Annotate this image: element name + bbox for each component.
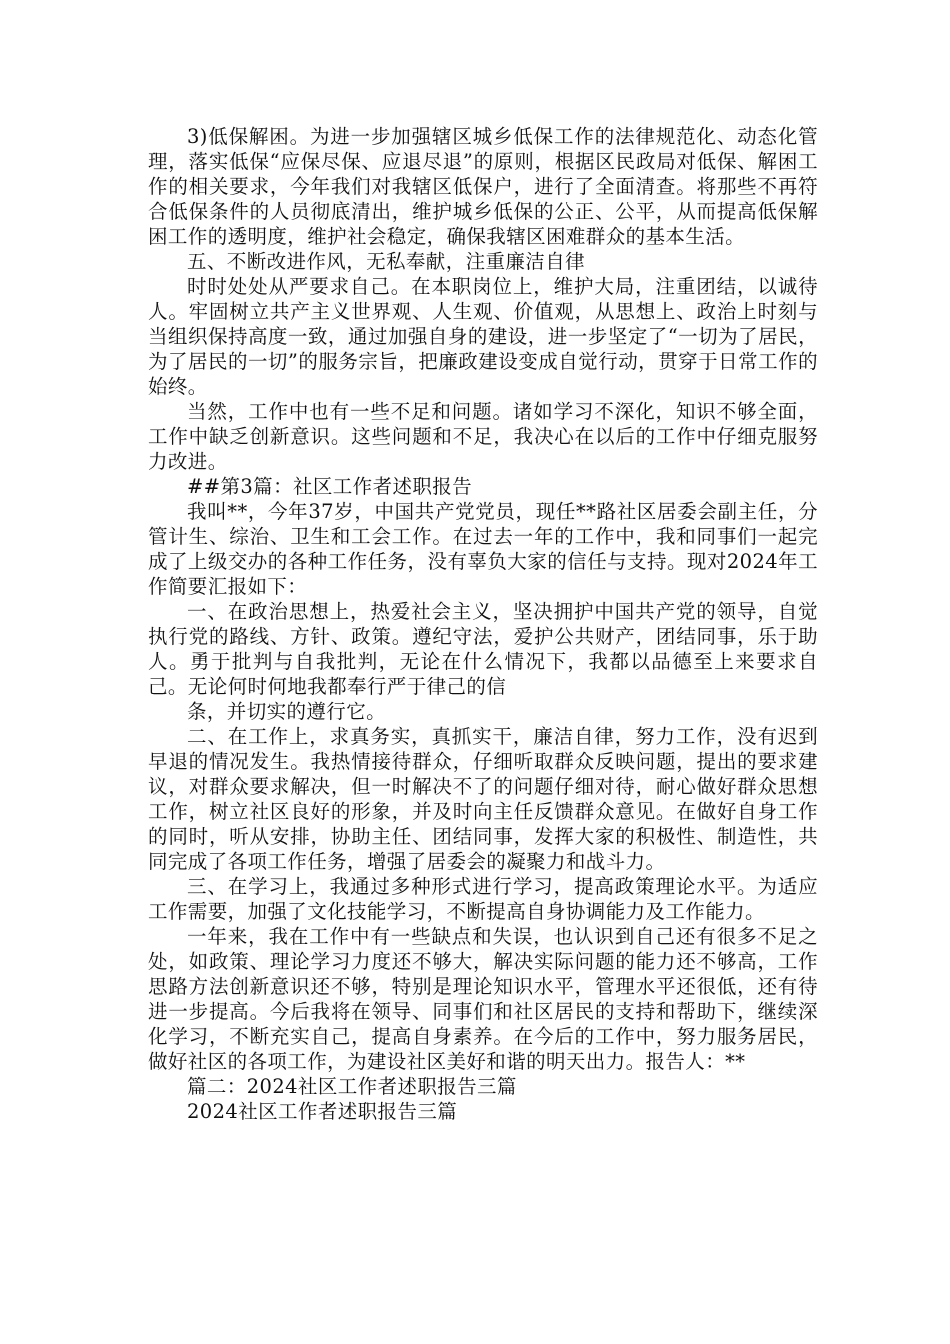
- article-heading-part-2: 篇二：2024社区工作者述职报告三篇: [187, 1075, 517, 1098]
- paragraph-work: 二、在工作上，求真务实，真抓实干，廉洁自律，努力工作，没有迟到早退的情况发生。我热情接待群众，仔细听取群众反映问题，提出的要求建议，对群众要求解决，但一时解决不了的问题仔细对待，耐心做好群众思想工作，树立社区良好的形象，并及时向主任反馈群众意见。在做好自身工作的同时，听从安排，协助主任、团结同事，发挥大家的积极性、制造性，共同完成了各项工作任务，增强了居委会的凝聚力和战斗力。: [148, 725, 818, 873]
- paragraph-introduction: 我叫**，今年37岁，中国共产党党员，现任**路社区居委会副主任，分管计生、综治、卫生和工会工作。在过去一年的工作中，我和同事们一起完成了上级交办的各种工作任务，没有辜负大家的信任与支持。现对2024年工作简要汇报如下：: [148, 500, 818, 598]
- paragraph-study: 三、在学习上，我通过多种形式进行学习，提高政策理论水平。为适应工作需要，加强了文化技能学习，不断提高自身协调能力及工作能力。: [148, 875, 818, 923]
- paragraph-shortcomings: 当然，工作中也有一些不足和问题。诸如学习不深化，知识不够全面，工作中缺乏创新意识。这些问题和不足，我决心在以后的工作中仔细克服努力改进。: [148, 400, 818, 473]
- article-heading-part-3: ##第3篇：社区工作者述职报告: [187, 475, 473, 498]
- document-body: [148, 124, 818, 1124]
- paragraph-low-income-relief: 3)低保解困。为进一步加强辖区城乡低保工作的法律规范化、动态化管理，落实低保“应保尽保、应退尽退”的原则，根据区民政局对低保、解困工作的相关要求，今年我们对我辖区低保户，进行了全面清查。将那些不再符合低保条件的人员彻底清出，维护城乡低保的公正、公平，从而提高低保解困工作的透明度，维护社会稳定，确保我辖区困难群众的基本生活。: [148, 125, 818, 248]
- section-heading-conduct: 五、不断改进作风，无私奉献，注重廉洁自律: [187, 250, 586, 273]
- paragraph-self-discipline: 时时处处从严要求自己。在本职岗位上，维护大局，注重团结，以诚待人。牢固树立共产主义世界观、人生观、价值观，从思想上、政治上时刻与当组织保持高度一致，通过加强自身的建设，进一步坚定了“一切为了居民，为了居民的一切”的服务宗旨，把廉政建设变成自觉行动，贯穿于日常工作的始终。: [148, 275, 818, 398]
- article-subtitle: 2024社区工作者述职报告三篇: [187, 1100, 458, 1123]
- paragraph-continuation: 条，并切实的遵行它。: [187, 700, 387, 723]
- paragraph-political-thought: 一、在政治思想上，热爱社会主义，坚决拥护中国共产党的领导，自觉执行党的路线、方针、政策。遵纪守法，爱护公共财产，团结同事，乐于助人。勇于批判与自我批判，无论在什么情况下，我都以品德至上来要求自己。无论何时何地我都奉行严于律己的信: [148, 600, 818, 698]
- paragraph-year-summary: 一年来，我在工作中有一些缺点和失误，也认识到自己还有很多不足之处，如政策、理论学习力度还不够大，解决实际问题的能力还不够高，工作思路方法创新意识还不够，特别是理论知识水平，管理水平还很低，还有待进一步提高。今后我将在领导、同事们和社区居民的支持和帮助下，继续深化学习，不断充实自己，提高自身素养。在今后的工作中，努力服务居民，做好社区的各项工作，为建设社区美好和谐的明天出力。报告人：**: [148, 925, 818, 1073]
